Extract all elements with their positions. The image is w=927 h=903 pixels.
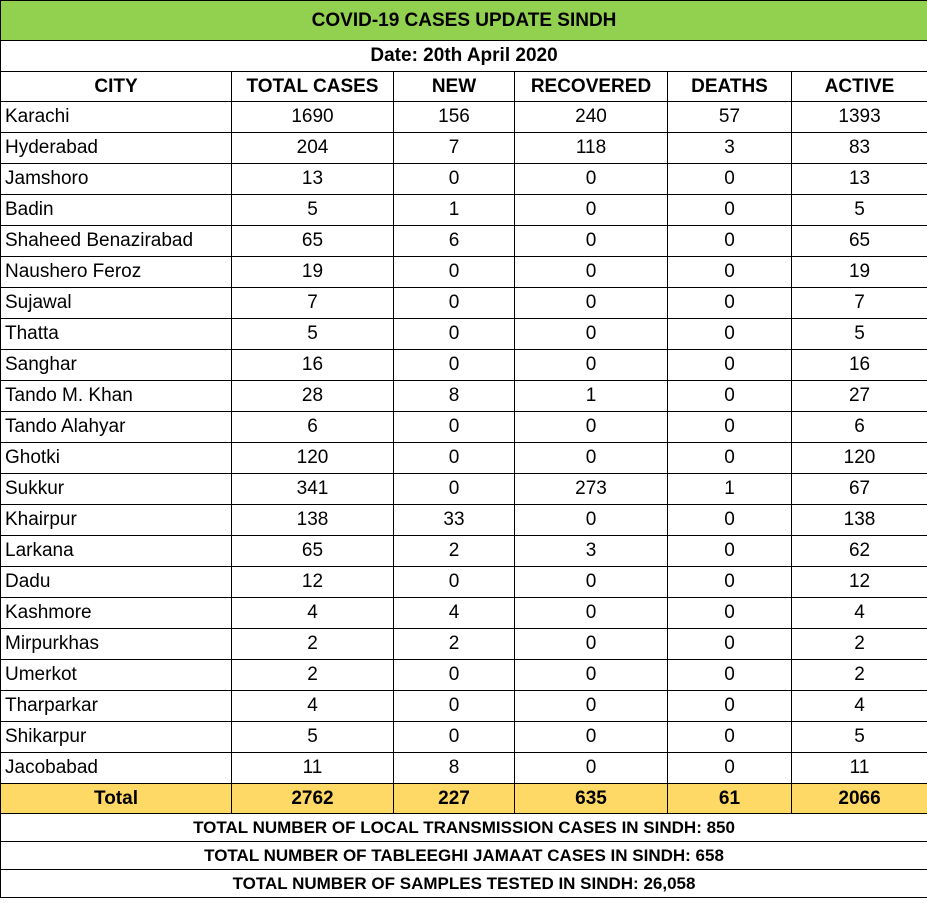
note-tableeghi-jamaat xyxy=(1,842,927,870)
cell-deaths: 0 xyxy=(668,443,792,474)
cell-deaths: 0 xyxy=(668,567,792,598)
cell-active: 12 xyxy=(792,567,927,598)
cell-new: 0 xyxy=(394,412,515,443)
cell-new: 156 xyxy=(394,102,515,133)
table-row xyxy=(1,381,927,412)
cell-recovered: 0 xyxy=(515,722,668,753)
cell-recovered: 0 xyxy=(515,629,668,660)
cell-recovered: 0 xyxy=(515,598,668,629)
cell-new: 0 xyxy=(394,288,515,319)
cell-total-cases: 65 xyxy=(232,226,394,257)
cell-total-cases: 4 xyxy=(232,598,394,629)
cell-new: 0 xyxy=(394,319,515,350)
note-text: TOTAL NUMBER OF LOCAL TRANSMISSION CASES IN SINDH: 850 xyxy=(1,814,927,842)
table-row xyxy=(1,567,927,598)
cell-total-cases: 5 xyxy=(232,195,394,226)
table-row xyxy=(1,505,927,536)
cell-total-cases: 1690 xyxy=(232,102,394,133)
cell-new: 0 xyxy=(394,350,515,381)
note-samples-tested xyxy=(1,870,927,898)
cell-city: Sukkur xyxy=(1,474,232,505)
cell-new: 8 xyxy=(394,753,515,784)
cell-new: 2 xyxy=(394,536,515,567)
cell-recovered: 0 xyxy=(515,443,668,474)
header-city: CITY xyxy=(1,72,232,102)
cell-deaths: 0 xyxy=(668,350,792,381)
cell-city: Jacobabad xyxy=(1,753,232,784)
cell-recovered: 0 xyxy=(515,753,668,784)
cell-new: 7 xyxy=(394,133,515,164)
cell-recovered: 0 xyxy=(515,691,668,722)
cell-total-cases: 341 xyxy=(232,474,394,505)
table-row xyxy=(1,102,927,133)
cell-total-cases: 2 xyxy=(232,660,394,691)
cell-city: Dadu xyxy=(1,567,232,598)
cell-recovered: 0 xyxy=(515,505,668,536)
cell-recovered: 0 xyxy=(515,350,668,381)
table-row xyxy=(1,474,927,505)
table-row xyxy=(1,319,927,350)
table-row xyxy=(1,412,927,443)
cell-deaths: 0 xyxy=(668,319,792,350)
table-row xyxy=(1,691,927,722)
cell-city: Shaheed Benazirabad xyxy=(1,226,232,257)
cell-total-cases: 65 xyxy=(232,536,394,567)
cell-new: 0 xyxy=(394,567,515,598)
table-row xyxy=(1,753,927,784)
cell-total-cases: 6 xyxy=(232,412,394,443)
cell-city: Tando Alahyar xyxy=(1,412,232,443)
table-row xyxy=(1,288,927,319)
cell-city: Tharparkar xyxy=(1,691,232,722)
total-deaths: 61 xyxy=(668,784,792,814)
cell-recovered: 273 xyxy=(515,474,668,505)
cell-recovered: 0 xyxy=(515,164,668,195)
cell-city: Ghotki xyxy=(1,443,232,474)
cell-active: 1393 xyxy=(792,102,927,133)
header-deaths: DEATHS xyxy=(668,72,792,102)
cell-active: 5 xyxy=(792,319,927,350)
total-new: 227 xyxy=(394,784,515,814)
cell-recovered: 0 xyxy=(515,257,668,288)
cell-city: Hyderabad xyxy=(1,133,232,164)
cell-deaths: 0 xyxy=(668,536,792,567)
note-text: TOTAL NUMBER OF SAMPLES TESTED IN SINDH: 26,058 xyxy=(1,870,927,898)
cell-active: 120 xyxy=(792,443,927,474)
date-row xyxy=(1,41,927,72)
note-local-transmission xyxy=(1,814,927,842)
cell-deaths: 3 xyxy=(668,133,792,164)
cell-active: 6 xyxy=(792,412,927,443)
cell-recovered: 118 xyxy=(515,133,668,164)
cell-city: Naushero Feroz xyxy=(1,257,232,288)
header-new: NEW xyxy=(394,72,515,102)
cell-city: Thatta xyxy=(1,319,232,350)
cell-active: 65 xyxy=(792,226,927,257)
cell-deaths: 0 xyxy=(668,257,792,288)
cell-new: 33 xyxy=(394,505,515,536)
cell-city: Larkana xyxy=(1,536,232,567)
header-row xyxy=(1,72,927,102)
cell-active: 7 xyxy=(792,288,927,319)
table-row xyxy=(1,257,927,288)
cell-deaths: 0 xyxy=(668,629,792,660)
cell-active: 5 xyxy=(792,195,927,226)
table-row xyxy=(1,629,927,660)
cell-city: Badin xyxy=(1,195,232,226)
total-cases: 2762 xyxy=(232,784,394,814)
cell-active: 67 xyxy=(792,474,927,505)
cell-active: 5 xyxy=(792,722,927,753)
cell-active: 62 xyxy=(792,536,927,567)
cell-recovered: 240 xyxy=(515,102,668,133)
cell-total-cases: 5 xyxy=(232,319,394,350)
cell-active: 2 xyxy=(792,629,927,660)
cell-active: 138 xyxy=(792,505,927,536)
cell-deaths: 0 xyxy=(668,164,792,195)
cell-active: 16 xyxy=(792,350,927,381)
cell-city: Khairpur xyxy=(1,505,232,536)
cell-city: Sanghar xyxy=(1,350,232,381)
report-date: Date: 20th April 2020 xyxy=(1,41,927,72)
cell-total-cases: 12 xyxy=(232,567,394,598)
cell-city: Karachi xyxy=(1,102,232,133)
cell-active: 83 xyxy=(792,133,927,164)
header-recovered: RECOVERED xyxy=(515,72,668,102)
cell-city: Mirpurkhas xyxy=(1,629,232,660)
cell-new: 8 xyxy=(394,381,515,412)
cell-total-cases: 11 xyxy=(232,753,394,784)
cell-new: 0 xyxy=(394,660,515,691)
cell-total-cases: 28 xyxy=(232,381,394,412)
header-total-cases: TOTAL CASES xyxy=(232,72,394,102)
cell-active: 4 xyxy=(792,598,927,629)
cell-deaths: 0 xyxy=(668,381,792,412)
cell-deaths: 1 xyxy=(668,474,792,505)
header-active: ACTIVE xyxy=(792,72,927,102)
note-text: TOTAL NUMBER OF TABLEEGHI JAMAAT CASES IN SINDH: 658 xyxy=(1,842,927,870)
cell-deaths: 0 xyxy=(668,288,792,319)
cell-deaths: 57 xyxy=(668,102,792,133)
cell-total-cases: 16 xyxy=(232,350,394,381)
cell-deaths: 0 xyxy=(668,660,792,691)
cell-total-cases: 204 xyxy=(232,133,394,164)
table-row xyxy=(1,660,927,691)
cell-deaths: 0 xyxy=(668,195,792,226)
title-row xyxy=(1,1,927,41)
cell-total-cases: 5 xyxy=(232,722,394,753)
cell-city: Kashmore xyxy=(1,598,232,629)
cell-city: Sujawal xyxy=(1,288,232,319)
table-row xyxy=(1,350,927,381)
cell-recovered: 0 xyxy=(515,319,668,350)
cell-deaths: 0 xyxy=(668,226,792,257)
cell-city: Shikarpur xyxy=(1,722,232,753)
cell-deaths: 0 xyxy=(668,598,792,629)
cell-recovered: 0 xyxy=(515,412,668,443)
cell-active: 19 xyxy=(792,257,927,288)
total-label: Total xyxy=(1,784,232,814)
table-row xyxy=(1,226,927,257)
table-row xyxy=(1,164,927,195)
cell-new: 6 xyxy=(394,226,515,257)
sheet-title: COVID-19 CASES UPDATE SINDH xyxy=(1,1,927,41)
table-row xyxy=(1,443,927,474)
cell-deaths: 0 xyxy=(668,412,792,443)
cell-new: 1 xyxy=(394,195,515,226)
cell-active: 27 xyxy=(792,381,927,412)
cell-recovered: 3 xyxy=(515,536,668,567)
cell-active: 2 xyxy=(792,660,927,691)
cell-active: 4 xyxy=(792,691,927,722)
total-recovered: 635 xyxy=(515,784,668,814)
cell-new: 0 xyxy=(394,722,515,753)
table-row xyxy=(1,133,927,164)
cell-new: 0 xyxy=(394,257,515,288)
cell-city: Umerkot xyxy=(1,660,232,691)
cell-recovered: 0 xyxy=(515,226,668,257)
cell-recovered: 0 xyxy=(515,195,668,226)
cell-deaths: 0 xyxy=(668,505,792,536)
table-row xyxy=(1,598,927,629)
cell-deaths: 0 xyxy=(668,753,792,784)
cell-new: 0 xyxy=(394,691,515,722)
cell-active: 13 xyxy=(792,164,927,195)
cell-recovered: 0 xyxy=(515,288,668,319)
cell-new: 0 xyxy=(394,164,515,195)
table-row xyxy=(1,536,927,567)
cell-deaths: 0 xyxy=(668,691,792,722)
cell-total-cases: 138 xyxy=(232,505,394,536)
cell-city: Jamshoro xyxy=(1,164,232,195)
cell-new: 4 xyxy=(394,598,515,629)
cell-recovered: 0 xyxy=(515,660,668,691)
cell-new: 2 xyxy=(394,629,515,660)
cell-total-cases: 19 xyxy=(232,257,394,288)
cell-total-cases: 120 xyxy=(232,443,394,474)
total-row xyxy=(1,784,927,814)
table-row xyxy=(1,722,927,753)
cell-deaths: 0 xyxy=(668,722,792,753)
cell-active: 11 xyxy=(792,753,927,784)
cell-recovered: 0 xyxy=(515,567,668,598)
cell-new: 0 xyxy=(394,443,515,474)
cell-new: 0 xyxy=(394,474,515,505)
total-active: 2066 xyxy=(792,784,927,814)
table-row xyxy=(1,195,927,226)
cell-recovered: 1 xyxy=(515,381,668,412)
cell-total-cases: 13 xyxy=(232,164,394,195)
cell-total-cases: 7 xyxy=(232,288,394,319)
cell-total-cases: 4 xyxy=(232,691,394,722)
cell-total-cases: 2 xyxy=(232,629,394,660)
cell-city: Tando M. Khan xyxy=(1,381,232,412)
